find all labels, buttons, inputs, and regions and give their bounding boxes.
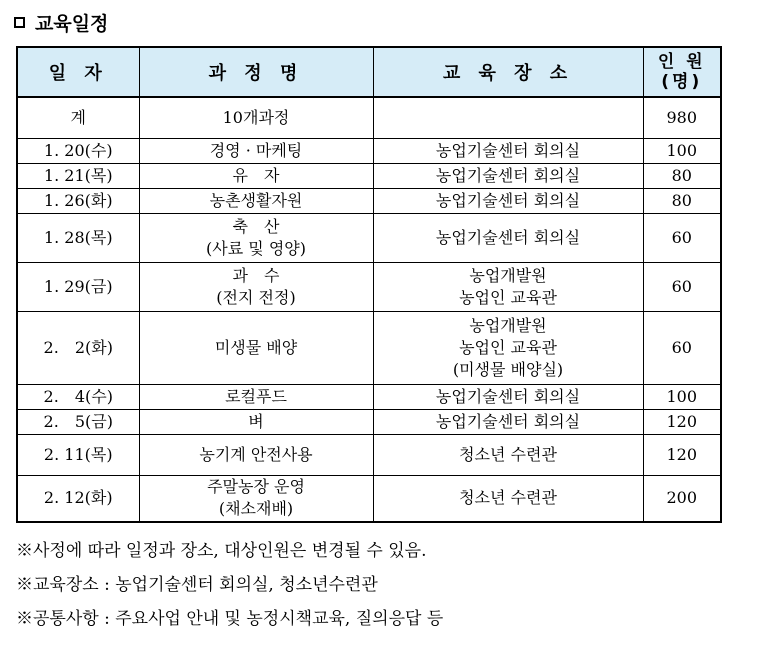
header-people-line1: 인 원 (657, 52, 706, 72)
cell-people: 60 (643, 213, 721, 262)
cell-course-line: 주말농장 운영 (207, 477, 305, 497)
header-place: 교 육 장 소 (373, 47, 643, 97)
cell-course (139, 163, 373, 188)
cell-date: 2. 5(금) (17, 409, 139, 434)
table-row (17, 434, 721, 475)
cell-place-line: (미생물 배양실) (452, 359, 564, 379)
cell-place (373, 188, 643, 213)
header-people-line2: (명) (661, 72, 703, 92)
cell-course-line: 벼 (248, 411, 264, 431)
cell-course (139, 97, 373, 138)
note-item: ※공통사항 : 주요사업 안내 및 농정시책교육, 질의응답 등 (16, 609, 444, 629)
cell-place-line: 농업기술센터 회의실 (435, 190, 581, 210)
cell-course (139, 262, 373, 311)
cell-date: 2. 11(목) (17, 434, 139, 475)
cell-place-line: 농업기술센터 회의실 (435, 386, 581, 406)
cell-course-line: 과 수 (232, 265, 280, 285)
cell-place-line: 농업인 교육관 (459, 337, 557, 357)
cell-date: 1. 26(화) (17, 188, 139, 213)
notes (16, 535, 756, 637)
note-item: ※교육장소 : 농업기술센터 회의실, 청소년수련관 (16, 575, 378, 595)
cell-date: 1. 28(목) (17, 213, 139, 262)
cell-course-line: (전지 전정) (216, 287, 296, 307)
cell-people: 200 (643, 475, 721, 522)
cell-date: 1. 20(수) (17, 138, 139, 163)
cell-place-line: 농업인 교육관 (459, 287, 557, 307)
cell-course (139, 213, 373, 262)
cell-date: 1. 21(목) (17, 163, 139, 188)
cell-course-line: 농기계 안전사용 (199, 444, 313, 464)
header-course: 과 정 명 (139, 47, 373, 97)
cell-people: 80 (643, 163, 721, 188)
table-row (17, 262, 721, 311)
cell-people: 120 (643, 409, 721, 434)
cell-date: 2. 2(화) (17, 311, 139, 384)
table-row (17, 97, 721, 138)
cell-people: 80 (643, 188, 721, 213)
cell-place (373, 138, 643, 163)
cell-place (373, 384, 643, 409)
table-body (17, 97, 721, 522)
table-row (17, 213, 721, 262)
cell-course (139, 434, 373, 475)
cell-place-line: 농업기술센터 회의실 (435, 227, 581, 247)
cell-place (373, 213, 643, 262)
cell-place (373, 434, 643, 475)
cell-course-line: 농촌생활자원 (209, 190, 303, 210)
cell-course-line: 경영 · 마케팅 (209, 140, 303, 160)
cell-date: 2. 12(화) (17, 475, 139, 522)
table-row (17, 138, 721, 163)
cell-place (373, 409, 643, 434)
cell-place-line: 농업개발원 (469, 315, 547, 335)
schedule-table (16, 46, 722, 523)
table-row (17, 384, 721, 409)
note-item: ※사정에 따라 일정과 장소, 대상인원은 변경될 수 있음. (16, 541, 427, 561)
table-row (17, 475, 721, 522)
header-people (643, 47, 721, 97)
table-row (17, 163, 721, 188)
cell-people: 100 (643, 384, 721, 409)
cell-course-line: 10개과정 (222, 107, 290, 127)
cell-course (139, 188, 373, 213)
cell-people: 980 (643, 97, 721, 138)
cell-place-line: 농업기술센터 회의실 (435, 140, 581, 160)
cell-date: 계 (17, 97, 139, 138)
cell-place-line: 농업기술센터 회의실 (435, 411, 581, 431)
cell-date: 2. 4(수) (17, 384, 139, 409)
cell-course (139, 384, 373, 409)
table-row (17, 311, 721, 384)
cell-date: 1. 29(금) (17, 262, 139, 311)
cell-place (373, 97, 643, 138)
cell-place-line: 농업기술센터 회의실 (435, 165, 581, 185)
cell-place (373, 262, 643, 311)
table-row (17, 409, 721, 434)
cell-people: 120 (643, 434, 721, 475)
table-header-row (17, 47, 721, 97)
cell-course (139, 475, 373, 522)
cell-course (139, 409, 373, 434)
cell-course (139, 138, 373, 163)
cell-people: 60 (643, 262, 721, 311)
cell-course-line: (사료 및 영양) (206, 238, 306, 258)
cell-place-line: 청소년 수련관 (459, 488, 557, 508)
cell-place (373, 475, 643, 522)
header-date: 일 자 (17, 47, 139, 97)
section-title-text: 교육일정 (35, 12, 109, 35)
cell-place-line: 농업개발원 (469, 265, 547, 285)
cell-place (373, 163, 643, 188)
cell-course-line: 축 산 (232, 216, 280, 236)
cell-people: 60 (643, 311, 721, 384)
cell-course-line: 유 자 (232, 165, 280, 185)
cell-place-line: 청소년 수련관 (459, 444, 557, 464)
cell-course-line: 미생물 배양 (214, 337, 298, 357)
cell-place (373, 311, 643, 384)
cell-people: 100 (643, 138, 721, 163)
section-title (14, 8, 108, 36)
cell-course (139, 311, 373, 384)
cell-course-line: 로컬푸드 (225, 386, 287, 406)
table-row (17, 188, 721, 213)
checkbox-square-icon (14, 17, 25, 28)
cell-course-line: (채소재배) (218, 499, 294, 519)
